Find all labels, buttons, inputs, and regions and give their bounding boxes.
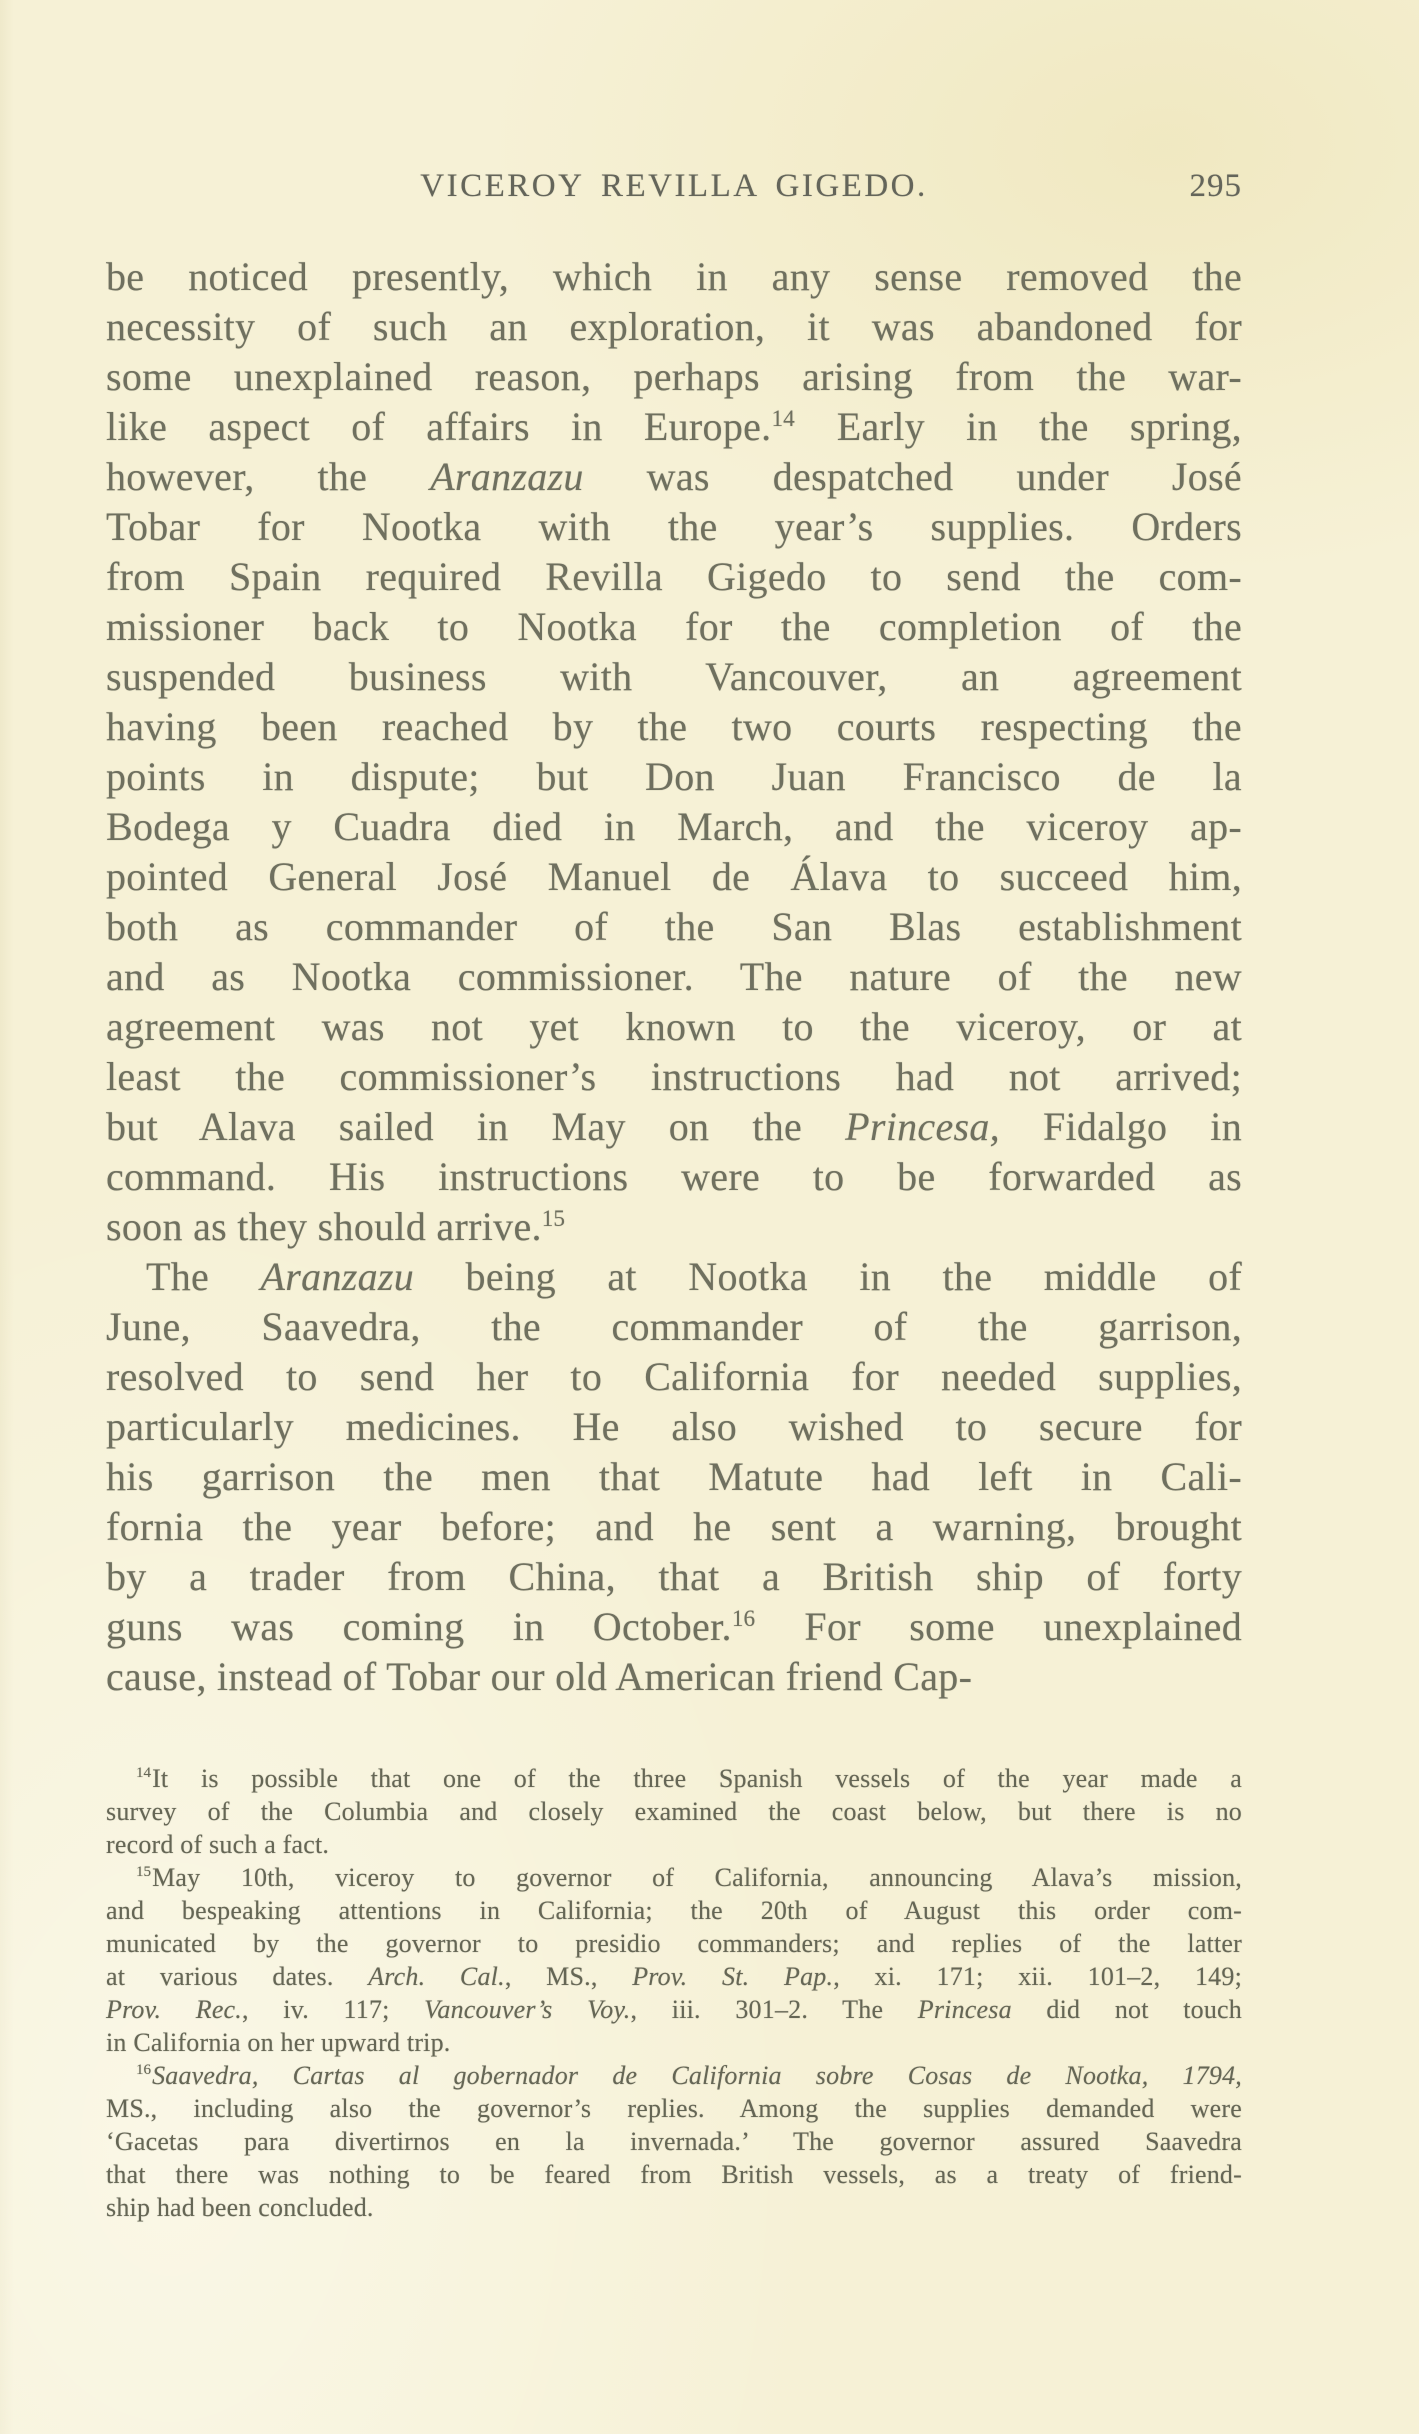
text-line: $^{15}$May 10th, viceroy to governor of California, announcing Alava’s mission,	[136, 1863, 1242, 1892]
text-line: record of such a fact.	[106, 1830, 330, 1859]
text-line: soon as they should arrive.$^{15}$	[106, 1204, 565, 1249]
page-number: 295	[1189, 168, 1242, 204]
text-line: missioner back to Nootka for the completion of the	[106, 604, 1242, 649]
text-line: suspended business with Vancouver, an agreement	[106, 654, 1242, 699]
text-line: but Alava sailed in May on the Princesa, Fidalgo in	[106, 1104, 1242, 1149]
footnotes	[106, 1762, 1242, 2224]
text-line: having been reached by the two courts respecting the	[106, 704, 1242, 749]
text-line: ‘Gacetas para divertirnos en la invernada.’ The governor assured Saavedra	[106, 2127, 1242, 2156]
text-line: necessity of such an exploration, it was abandoned for	[106, 304, 1242, 349]
text-line: by a trader from China, that a British ship of forty	[106, 1554, 1242, 1599]
text-line: both as commander of the San Blas establishment	[106, 904, 1242, 949]
text-line: The Aranzazu being at Nootka in the middle of	[146, 1254, 1242, 1299]
text-line: agreement was not yet known to the viceroy, or at	[106, 1004, 1242, 1049]
text-line: from Spain required Revilla Gigedo to send the com-	[106, 554, 1242, 599]
text-line: command. His instructions were to be forwarded as	[106, 1154, 1242, 1199]
text-line: Bodega y Cuadra died in March, and the viceroy ap-	[106, 804, 1242, 849]
text-line: however, the Aranzazu was despatched under José	[106, 454, 1242, 499]
text-line: $^{14}$It is possible that one of the three Spanish vessels of the year made a	[136, 1764, 1242, 1793]
text-line: MS., including also the governor’s replies. Among the supplies demanded were	[106, 2094, 1242, 2123]
text-line: his garrison the men that Matute had left in Cali-	[106, 1454, 1242, 1499]
page-header	[106, 168, 1242, 212]
running-title: VICEROY REVILLA GIGEDO.	[420, 168, 928, 204]
text-line: in California on her upward trip.	[106, 2028, 451, 2057]
body-text	[106, 252, 1242, 1702]
text-line: fornia the year before; and he sent a warning, brought	[106, 1504, 1242, 1549]
text-line: at various dates. Arch. Cal., MS., Prov. St. Pap., xi. 171; xii. 101–2, 149;	[106, 1962, 1242, 1991]
text-line: particularly medicines. He also wished to secure for	[106, 1404, 1242, 1449]
text-line: guns was coming in October.$^{16}$ For some unexplained	[106, 1604, 1243, 1649]
text-line: June, Saavedra, the commander of the garrison,	[106, 1304, 1242, 1349]
text-line: points in dispute; but Don Juan Francisco de la	[106, 754, 1242, 799]
text-line: and bespeaking attentions in California; the 20th of August this order com-	[106, 1896, 1242, 1925]
text-line: be noticed presently, which in any sense removed the	[106, 254, 1242, 299]
text-line: like aspect of affairs in Europe.$^{14}$ Early in the spring,	[106, 404, 1242, 449]
text-line: resolved to send her to California for needed supplies,	[106, 1354, 1242, 1399]
text-line: $^{16}$Saavedra, Cartas al gobernador de California sobre Cosas de Nootka, 1794,	[136, 2061, 1242, 2090]
text-line: least the commissioner’s instructions had not arrived;	[106, 1054, 1242, 1099]
text-line: some unexplained reason, perhaps arising from the war-	[106, 354, 1242, 399]
text-line: ship had been concluded.	[106, 2193, 374, 2222]
text-line: that there was nothing to be feared from British vessels, as a treaty of friend-	[106, 2160, 1242, 2189]
text-line: municated by the governor to presidio commanders; and replies of the latter	[106, 1929, 1242, 1958]
text-line: survey of the Columbia and closely examined the coast below, but there is no	[106, 1797, 1242, 1826]
text-line: Prov. Rec., iv. 117; Vancouver’s Voy., iii. 301–2. The Princesa did not touch	[106, 1995, 1242, 2024]
text-line: Tobar for Nootka with the year’s supplies. Orders	[106, 504, 1242, 549]
text-line: pointed General José Manuel de Álava to succeed him,	[106, 854, 1242, 899]
text-line: cause, instead of Tobar our old American friend Cap-	[106, 1654, 973, 1699]
text-line: and as Nootka commissioner. The nature of the new	[106, 954, 1242, 999]
